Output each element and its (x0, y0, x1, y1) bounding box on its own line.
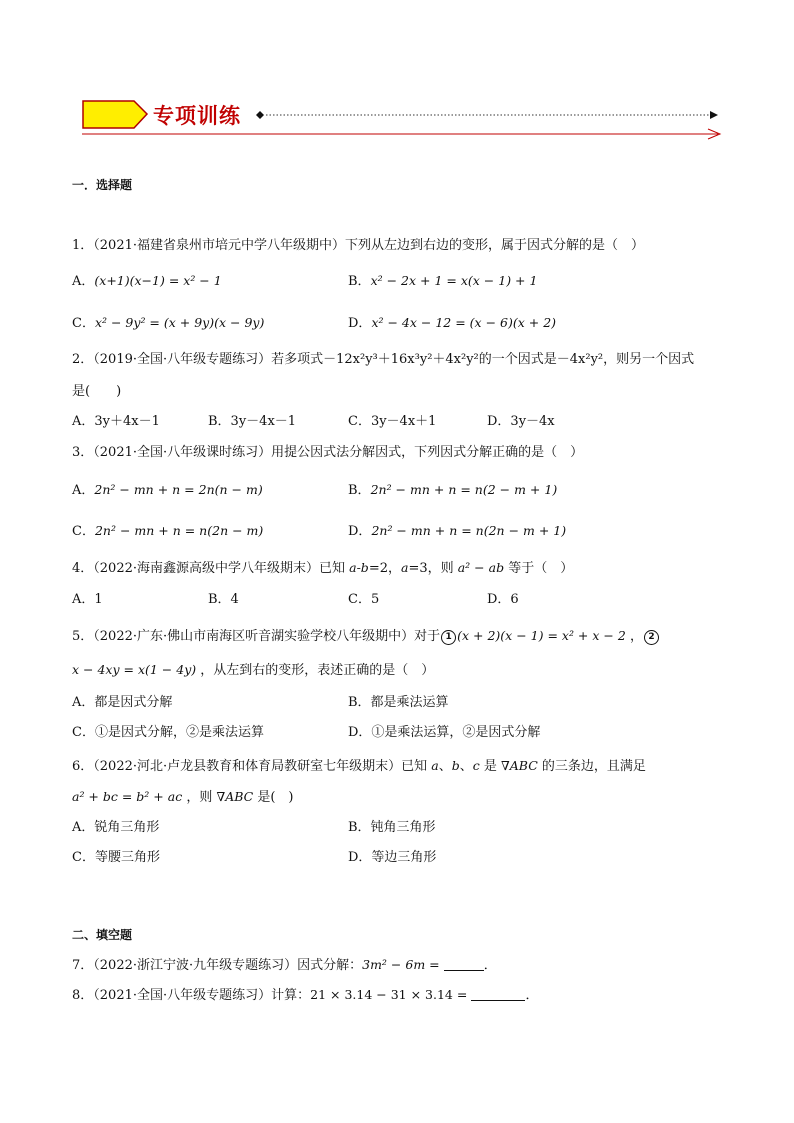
q1-option-a: A．(x+1)(x−1) = x² − 1 (72, 273, 222, 289)
q2-option-c: C．3y－4x＋1 (348, 414, 437, 429)
q6-option-a: A．锐角三角形 (72, 820, 160, 835)
question-7-stem: 7．（2022·浙江宁波·九年级专题练习）因式分解：3m² − 6m = ． (72, 957, 497, 973)
banner-arrow-shape (83, 101, 147, 128)
q6-option-b: B．钝角三角形 (348, 820, 436, 835)
circled-one-icon: 1 (441, 630, 456, 645)
answer-blank[interactable] (444, 958, 484, 971)
section-heading-choice: 一．选择题 (72, 178, 133, 192)
header-decoration (0, 0, 794, 150)
q4-option-c: C．5 (348, 592, 380, 607)
question-3-stem: 3．（2021·全国·八年级课时练习）用提公因式法分解因式，下列因式分解正确的是（ ） (72, 445, 584, 460)
q5-option-b: B．都是乘法运算 (348, 695, 449, 710)
q4-option-d: D．6 (487, 592, 519, 607)
question-5-stem-line2: x − 4xy = x(1 − 4y) ，从左到右的变形，表述正确的是（ ） (72, 662, 435, 678)
q5-option-d: D．①是乘法运算，②是因式分解 (348, 725, 541, 740)
question-6-stem-line1: 6．（2022·河北·卢龙县教育和体育局教研室七年级期末）已知 a、b、c 是 ∇ABC 的三条边，且满足 (72, 758, 646, 774)
question-1-stem: 1．（2021·福建省泉州市培元中学八年级期中）下列从左边到右边的变形，属于因式分解的是（ ） (72, 238, 644, 253)
q1-option-c: C．x² − 9y² = (x + 9y)(x − 9y) (72, 315, 265, 331)
q3-option-c: C．2n² − mn + n = n(2n − m) (72, 523, 264, 539)
question-8-stem: 8．（2021·全国·八年级专题练习）计算：21 × 3.14 − 31 × 3.14 = ． (72, 987, 539, 1003)
question-2-stem-line1: 2．（2019·全国·八年级专题练习）若多项式－12x²y³＋16x³y²＋4x²y²的一个因式是－4x²y²，则另一个因式 (72, 352, 695, 367)
section-heading-fill: 二、填空题 (72, 928, 133, 942)
q3-option-a: A．2n² − mn + n = 2n(n − m) (72, 482, 263, 498)
answer-blank[interactable] (471, 988, 525, 1001)
q1-option-b: B．x² − 2x + 1 = x(x − 1) + 1 (348, 273, 538, 289)
question-5-stem-line1: 5．（2022·广东·佛山市南海区听音湖实验学校八年级期中）对于 1 (x + 2)(x − 1) = x² + x − 2 ， 2 (72, 627, 660, 646)
q4-option-a: A．1 (72, 592, 103, 607)
section-header (0, 0, 794, 150)
question-6-stem-line2: a² + bc = b² + ac ，则 ∇ABC 是( ) (72, 789, 294, 805)
q6-option-d: D．等边三角形 (348, 850, 437, 865)
q6-option-c: C．等腰三角形 (72, 850, 160, 865)
q2-option-a: A．3y＋4x－1 (72, 414, 160, 429)
q2-option-b: B．3y－4x－1 (208, 414, 297, 429)
q1-option-d: D．x² − 4x − 12 = (x − 6)(x + 2) (348, 315, 557, 331)
q4-option-b: B．4 (208, 592, 239, 607)
page-title: 专项训练 (153, 104, 241, 128)
circled-two-icon: 2 (644, 630, 659, 645)
question-4-stem: 4．（2022·海南鑫源高级中学八年级期末）已知 a-b=2，a=3，则 a² − ab 等于（ ） (72, 560, 574, 576)
q5-option-c: C．①是因式分解，②是乘法运算 (72, 725, 264, 740)
q5-option-a: A．都是因式分解 (72, 695, 173, 710)
q2-option-d: D．3y－4x (487, 414, 555, 429)
q3-option-d: D．2n² − mn + n = n(2n − m + 1) (348, 523, 567, 539)
q3-option-b: B．2n² − mn + n = n(2 − m + 1) (348, 482, 558, 498)
diamond-icon (256, 111, 264, 119)
question-2-stem-line2: 是( ) (72, 384, 122, 399)
arrow-head-icon (710, 111, 718, 119)
